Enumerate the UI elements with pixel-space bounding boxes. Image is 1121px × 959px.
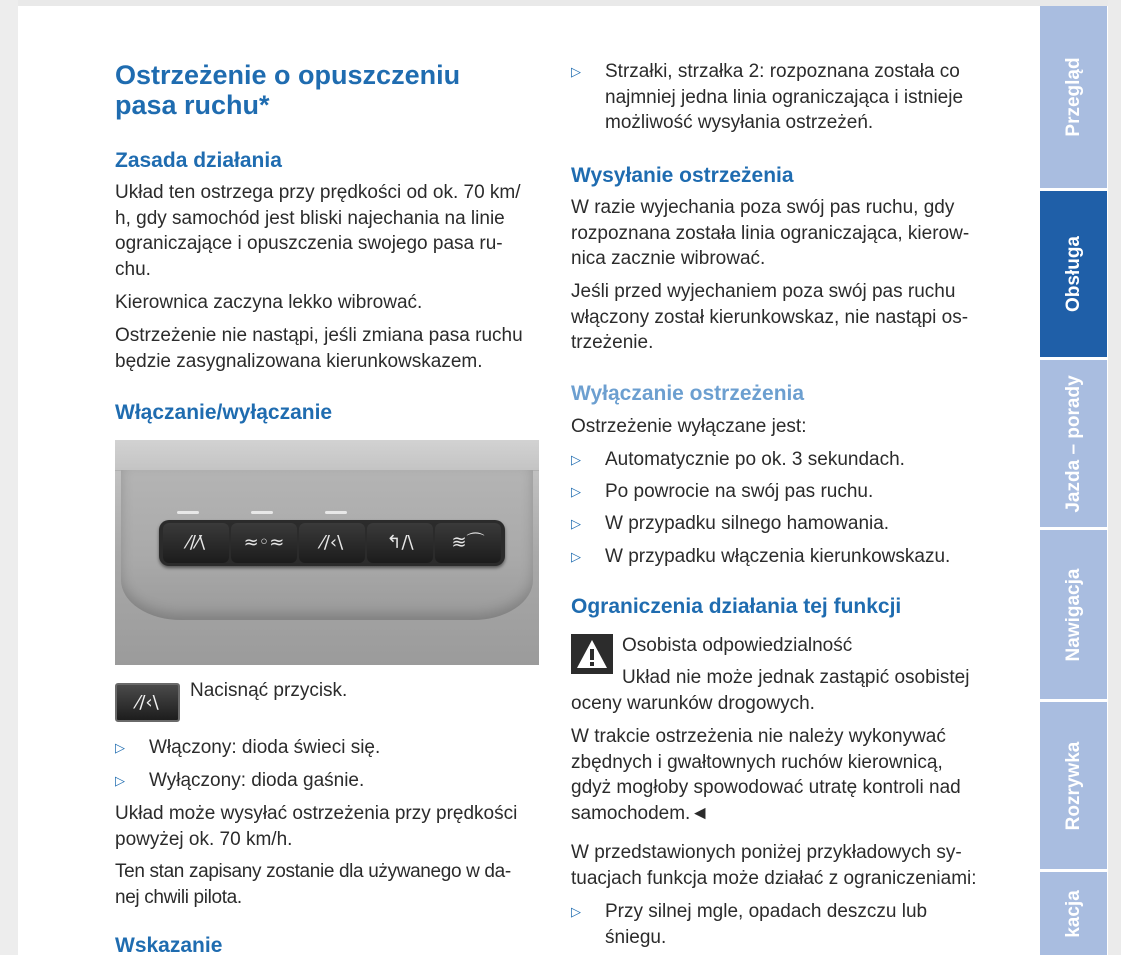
- tab-communication[interactable]: [1040, 872, 1107, 955]
- text-line: Układ może wysyłać ostrzeżenia przy prędkości: [115, 803, 518, 824]
- list-item-text: [605, 899, 927, 950]
- bullet-marker-icon: ▷: [571, 64, 581, 79]
- photo-key-lane-warning-icon: ⁄/‹\: [299, 523, 365, 563]
- text-line: samochodem.◄: [571, 802, 710, 824]
- bullet-marker-icon: ▷: [571, 549, 581, 564]
- text-line: Ostrzeżenie nie nastąpi, jeśli zmiana pasa ruchu: [115, 325, 523, 346]
- photo-roof-band: [115, 440, 539, 471]
- page-title-line2: pasa ruchu*: [115, 90, 270, 120]
- list-item-text: Wyłączony: dioda gaśnie.: [149, 770, 365, 791]
- text-line: h, gdy samochód jest bliski najechania na linie: [115, 207, 505, 229]
- paragraph-vibration: Kierownica zaczyna lekko wibrować.: [115, 292, 423, 313]
- page-edge-top: [0, 0, 1121, 6]
- photo-led: [177, 511, 199, 514]
- bullet-marker-icon: ▷: [115, 740, 125, 755]
- tab-label: Obsługa: [1062, 235, 1084, 313]
- paragraph-warning-off-intro: Ostrzeżenie wyłączane jest:: [571, 416, 807, 437]
- text-line: W razie wyjechania poza swój pas ruchu, gdy: [571, 197, 955, 218]
- tab-operation[interactable]: [1040, 191, 1107, 357]
- tab-label: Przegląd: [1062, 57, 1084, 137]
- text-line: włączony został kierunkowskaz, nie nastąpi os-: [571, 306, 969, 328]
- photo-led: [251, 511, 273, 514]
- text-line: Układ ten ostrzega przy prędkości od ok. 70 km/: [115, 182, 521, 203]
- paragraph-speed: [115, 801, 517, 852]
- tab-navigation[interactable]: [1040, 530, 1107, 699]
- list-item-text: Po powrocie na swój pas ruchu.: [605, 481, 874, 502]
- list-item-text: Włączony: dioda świeci się.: [149, 737, 381, 758]
- button-panel-photo: [115, 440, 539, 665]
- photo-key-car-icon: ≈◦≈: [231, 523, 297, 563]
- lane-warning-button-icon: ⁄/‹\: [115, 683, 180, 722]
- page-edge-left: [0, 0, 18, 955]
- warning-triangle-icon: [571, 634, 613, 674]
- list-item: [571, 59, 997, 137]
- text-line: najmniej jedna linia ograniczająca i istnieje: [605, 86, 964, 108]
- tab-overview[interactable]: [1040, 6, 1107, 188]
- warning-triangle-svg: [576, 638, 608, 670]
- text-line: nica zacznie wibrować.: [571, 248, 766, 269]
- list-item: [571, 544, 997, 570]
- text-line: trzeżenie.: [571, 332, 654, 353]
- text-line: Strzałki, strzałka 2: rozpoznana została co: [605, 61, 960, 82]
- bullet-marker-icon: ▷: [571, 484, 581, 499]
- text-line: zbędnych i gwałtownych ruchów kierownicą,: [571, 751, 943, 773]
- text-line: tuacjach funkcja może działać z ograniczeniami:: [571, 867, 977, 889]
- paragraph-turn-signal: [115, 323, 523, 374]
- text-line: Przy silnej mgle, opadach deszczu lub: [605, 901, 928, 922]
- text-line: będzie zasygnalizowana kierunkowskazem.: [115, 350, 483, 372]
- warning-title: Osobista odpowiedzialność: [622, 635, 853, 656]
- tab-label: Jazda – porady: [1062, 374, 1084, 513]
- paragraph-turn-signal-right: [571, 279, 968, 356]
- warning-text-line2: oceny warunków drogowych.: [571, 693, 815, 714]
- photo-key-night-vision-icon: ≋⌒: [435, 523, 501, 563]
- tab-label: kacja: [1062, 889, 1084, 938]
- list-item: [115, 768, 540, 794]
- text-line: W trakcie ostrzeżenia nie należy wykonywać: [571, 726, 946, 747]
- paragraph-steering-caution: [571, 724, 961, 826]
- text-line: nej chwili pilota.: [115, 886, 242, 908]
- text-line: rozpoznana została linia ograniczająca, kierow-: [571, 222, 970, 244]
- section-heading-limitations: Ograniczenia działania tej funkcji: [571, 595, 902, 618]
- press-button-text: Nacisnąć przycisk.: [190, 680, 348, 701]
- tab-entertainment[interactable]: [1040, 702, 1107, 869]
- page-title-line1: Ostrzeżenie o opuszczeniu: [115, 60, 461, 90]
- text-line: ograniczające i opuszczenia swojego pasa ru-: [115, 233, 503, 254]
- page-title: [115, 60, 460, 120]
- section-heading-on-off: Włączanie/wyłączanie: [115, 401, 333, 424]
- text-line: W przedstawionych poniżej przykładowych sy-: [571, 842, 962, 863]
- paragraph-key-memory: [115, 859, 511, 910]
- paragraph-leaving-lane: [571, 195, 969, 272]
- page-edge-right: [1108, 0, 1121, 955]
- text-line: chu.: [115, 258, 151, 280]
- tab-label: Rozrywka: [1062, 741, 1084, 830]
- photo-key-lane-icon: ⁄/⁄\: [163, 523, 229, 563]
- warning-text-line1: Układ nie może jednak zastąpić osobistej: [622, 667, 970, 688]
- text-line: gdyż mogłoby spowodować utratę kontroli nad: [571, 777, 961, 798]
- bullet-marker-icon: ▷: [571, 516, 581, 531]
- tab-label: Nawigacja: [1062, 568, 1084, 661]
- paragraph-principle: [115, 180, 521, 282]
- section-heading-principle: Zasada działania: [115, 149, 282, 172]
- text-line: śniegu.: [605, 926, 667, 948]
- paragraph-limitations-intro: [571, 840, 977, 891]
- list-item-text: Automatycznie po ok. 3 sekundach.: [605, 449, 905, 470]
- list-item-text: W przypadku silnego hamowania.: [605, 513, 890, 534]
- text-line: Ten stan zapisany zostanie dla używanego w da-: [115, 861, 511, 882]
- bullet-marker-icon: ▷: [571, 904, 581, 919]
- list-item: [115, 735, 540, 761]
- bullet-marker-icon: ▷: [571, 452, 581, 467]
- tab-driving-tips[interactable]: [1040, 360, 1107, 527]
- list-item: [571, 479, 997, 505]
- section-heading-sending-warning: Wysyłanie ostrzeżenia: [571, 164, 794, 187]
- text-line: powyżej ok. 70 km/h.: [115, 828, 293, 850]
- list-item-text: W przypadku włączenia kierunkowskazu.: [605, 546, 951, 567]
- list-item: [571, 899, 997, 951]
- photo-led: [325, 511, 347, 514]
- text-line: Jeśli przed wyjechaniem poza swój pas ruchu: [571, 281, 956, 302]
- list-item: [571, 511, 997, 537]
- photo-key-lane-change-icon: ↰/\: [367, 523, 433, 563]
- bullet-marker-icon: ▷: [115, 773, 125, 788]
- section-heading-warning-off: Wyłączanie ostrzeżenia: [571, 382, 805, 405]
- list-item: [571, 447, 997, 473]
- list-item-text: [605, 59, 963, 136]
- text-line: możliwość wysyłania ostrzeżeń.: [605, 112, 874, 133]
- section-heading-display: Wskazanie: [115, 934, 223, 957]
- photo-button-strip: [159, 520, 505, 566]
